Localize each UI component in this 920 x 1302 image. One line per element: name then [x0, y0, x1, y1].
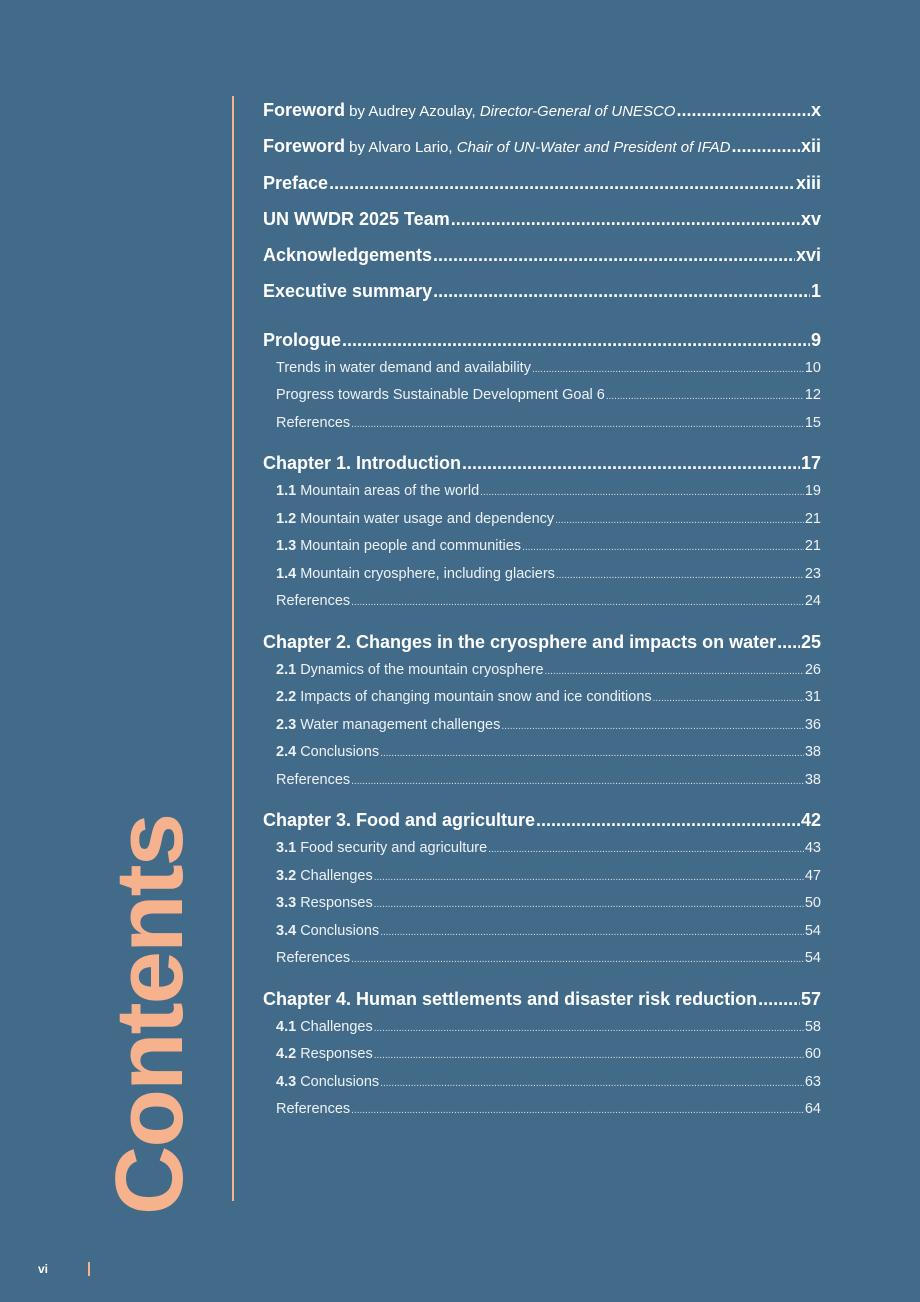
toc-subentry-label [276, 1041, 373, 1069]
toc-section [263, 449, 821, 616]
toc-subentry-page: 36 [804, 716, 821, 733]
toc-subentry[interactable] [263, 478, 821, 506]
toc-subentry-label [276, 945, 350, 973]
toc-subentry[interactable] [263, 1014, 821, 1042]
toc-subentry-text: Conclusions [296, 744, 380, 761]
dot-leader [758, 985, 800, 1014]
toc-section-page: 9 [810, 329, 821, 350]
toc-entry-label [263, 241, 432, 271]
toc-subentry-text: References [276, 1101, 351, 1118]
toc-subentry[interactable] [263, 533, 821, 561]
toc-subentry-label [276, 478, 479, 506]
toc-entry-author: by Audrey Azoulay, [345, 103, 480, 120]
toc-subentry-text: Mountain areas of the world [296, 483, 480, 500]
toc-entry-label [263, 205, 450, 235]
dot-leader [777, 628, 800, 657]
toc-subentry-number: 3.1 [276, 840, 297, 857]
toc-subentry-text: References [276, 414, 351, 431]
toc-subentry-page: 38 [804, 744, 821, 761]
dot-leader [488, 836, 804, 864]
toc-entry-front[interactable] [263, 277, 821, 313]
toc-entry-label [263, 277, 432, 307]
toc-section [263, 806, 821, 973]
toc-subentry-label [276, 561, 555, 589]
toc-entry-page: xvi [795, 245, 821, 266]
dot-leader [555, 507, 804, 535]
dot-leader [433, 241, 795, 269]
toc-section-title: Chapter 3. Food and agriculture [263, 810, 536, 831]
toc-subentry-label [276, 410, 350, 438]
toc-subentry-text: Progress towards Sustainable Development Goal 6 [276, 387, 605, 404]
footer-accent-bar [88, 1262, 90, 1276]
toc-subentry-page: 21 [804, 538, 821, 555]
toc-entry-label [263, 96, 675, 126]
toc-entry-title: Executive summary [263, 281, 433, 302]
toc-subentry-text: Trends in water demand and availability [276, 359, 531, 376]
dot-leader [676, 96, 810, 124]
toc-subentry-number: 3.2 [276, 867, 297, 884]
toc-subentry[interactable] [263, 561, 821, 589]
toc-entry-role: Director-General of UNESCO [479, 103, 676, 120]
dot-leader [380, 919, 804, 947]
toc-subentry-text: Challenges [296, 867, 373, 884]
dot-leader [433, 277, 810, 305]
toc-subentry[interactable] [263, 712, 821, 740]
toc-entry-front[interactable] [263, 241, 821, 277]
dot-leader [351, 1097, 804, 1125]
toc-subentry-page: 54 [804, 922, 821, 939]
dot-leader [374, 1042, 804, 1070]
toc-subentry-number: 2.3 [276, 716, 297, 733]
toc-subentry[interactable] [263, 835, 821, 863]
dot-leader [374, 1015, 804, 1043]
toc-subentry-page: 50 [804, 895, 821, 912]
toc-subentry-label [276, 382, 605, 410]
toc-subentry-page: 19 [804, 483, 821, 500]
dot-leader [380, 1070, 804, 1098]
toc-subentry-text: Mountain cryosphere, including glaciers [296, 565, 555, 582]
toc-subentry-page: 38 [804, 771, 821, 788]
toc-subentry-number: 2.1 [276, 661, 297, 678]
toc-subentry[interactable] [263, 767, 821, 795]
toc-entry-label [263, 132, 730, 162]
toc-subentry-label [276, 657, 544, 685]
toc-subentry[interactable] [263, 863, 821, 891]
toc-subentry-text: Dynamics of the mountain cryosphere [296, 661, 544, 678]
toc-subentry-number: 3.3 [276, 895, 297, 912]
toc-subentry-page: 15 [804, 414, 821, 431]
toc-section [263, 628, 821, 795]
dot-leader [480, 479, 804, 507]
toc-subentry-label [276, 890, 373, 918]
toc-subentry[interactable] [263, 1069, 821, 1097]
dot-leader [351, 946, 804, 974]
toc-section-title: Prologue [263, 329, 342, 350]
dot-leader [374, 864, 804, 892]
toc-subentry-label [276, 684, 652, 712]
toc-subentry-page: 54 [804, 950, 821, 967]
toc-subentry-page: 26 [804, 661, 821, 678]
toc-subentry-page: 60 [804, 1046, 821, 1063]
toc-subentry-page: 63 [804, 1073, 821, 1090]
toc-entry-title: Acknowledgements [263, 245, 433, 266]
toc-section-page: 25 [800, 631, 821, 652]
toc-subentry-page: 21 [804, 510, 821, 527]
toc-subentry[interactable] [263, 918, 821, 946]
toc-section [263, 326, 821, 438]
toc-subentry[interactable] [263, 739, 821, 767]
toc-entry-front[interactable] [263, 96, 821, 132]
dot-leader [536, 806, 800, 835]
toc-entry-front[interactable] [263, 132, 821, 168]
toc-entry-author: by Alvaro Lario, [345, 139, 457, 157]
toc-subentry-text: References [276, 593, 351, 610]
toc-subentry-number: 4.3 [276, 1073, 297, 1090]
dot-leader [380, 740, 804, 768]
toc-entry-page: xv [800, 208, 821, 229]
toc-entry-subtitle [345, 139, 730, 156]
toc-entry-label [263, 169, 328, 199]
toc-subentry-page: 10 [804, 359, 821, 376]
dot-leader [351, 589, 804, 617]
contents-title-text: Contents [96, 815, 203, 1215]
toc-entry-page: x [810, 100, 821, 120]
toc-subentry-number: 2.4 [276, 744, 297, 761]
toc-subentry-label [276, 355, 531, 383]
toc-subentry-page: 24 [804, 593, 821, 610]
toc-section-heading[interactable] [263, 326, 821, 355]
toc-subentry[interactable] [263, 657, 821, 685]
dot-leader [522, 534, 804, 562]
toc-entry-title: Preface [263, 172, 329, 193]
toc-subentry-label [276, 835, 487, 863]
toc-subentry-page: 31 [804, 689, 821, 706]
dot-leader [374, 891, 804, 919]
toc-subentry-text: Water management challenges [296, 716, 501, 733]
toc-subentry-page: 58 [804, 1018, 821, 1035]
toc-subentry[interactable] [263, 588, 821, 616]
toc-subentry[interactable] [263, 382, 821, 410]
toc-section-heading[interactable] [263, 806, 821, 835]
toc-subentry[interactable] [263, 506, 821, 534]
toc-entry-role: Chair of UN-Water and President of IFAD [456, 139, 731, 157]
dot-leader [532, 356, 804, 384]
toc-subentry-page: 64 [804, 1101, 821, 1118]
toc-subentry-text: References [276, 771, 351, 788]
toc-subentry-number: 3.4 [276, 922, 297, 939]
toc-subentry-text: References [276, 950, 351, 967]
toc-entry-front[interactable] [263, 205, 821, 241]
toc-entry-page: xii [800, 136, 821, 157]
toc-subentry-label [276, 712, 500, 740]
toc-subentry-page: 23 [804, 565, 821, 582]
toc-section [263, 985, 821, 1124]
toc-subentry-label [276, 506, 554, 534]
dot-leader [606, 383, 804, 411]
chapter-sections [263, 326, 821, 1124]
toc-subentry-label [276, 1096, 350, 1124]
dot-leader [329, 169, 795, 197]
toc-section-title: Chapter 1. Introduction [263, 453, 461, 474]
toc-subentry-number: 1.2 [276, 510, 297, 527]
toc-section-title: Chapter 2. Changes in the cryosphere and impacts on water [263, 631, 777, 652]
dot-leader [556, 562, 804, 590]
toc-section-page: 57 [800, 988, 821, 1009]
toc-section-heading[interactable] [263, 985, 821, 1014]
toc-entry-title: Foreword [263, 136, 346, 157]
toc-subentry-label [276, 1014, 373, 1042]
toc-subentry-text: Conclusions [296, 1073, 380, 1090]
toc-entry-title: UN WWDR 2025 Team [263, 208, 450, 229]
toc-subentry-number: 4.2 [276, 1046, 297, 1063]
toc-subentry[interactable] [263, 1041, 821, 1069]
toc-subentry[interactable] [263, 890, 821, 918]
dot-leader [653, 685, 804, 713]
dot-leader [351, 411, 804, 439]
toc-entry-front[interactable] [263, 169, 821, 205]
toc-subentry-page: 43 [804, 840, 821, 857]
vertical-divider [232, 96, 234, 1201]
toc-subentry-label [276, 588, 350, 616]
toc-subentry-text: Mountain people and communities [296, 538, 522, 555]
toc-section-title: Chapter 4. Human settlements and disaster risk reduction [263, 988, 758, 1009]
toc-subentry-label [276, 739, 379, 767]
toc-entry-page: xiii [795, 172, 821, 193]
dot-leader [731, 132, 800, 160]
toc-subentry-number: 1.1 [276, 483, 297, 500]
page-number: vi [38, 1262, 49, 1276]
table-of-contents [263, 96, 821, 1124]
toc-subentry[interactable] [263, 355, 821, 383]
toc-subentry-number: 2.2 [276, 689, 297, 706]
toc-section-heading[interactable] [263, 449, 821, 478]
dot-leader [501, 713, 804, 741]
toc-section-page: 42 [800, 810, 821, 831]
toc-subentry-label [276, 918, 379, 946]
toc-subentry-label [276, 1069, 379, 1097]
contents-side-title [96, 815, 203, 1215]
toc-section-heading[interactable] [263, 628, 821, 657]
toc-subentry-label [276, 533, 521, 561]
toc-subentry-text: Responses [296, 895, 373, 912]
toc-subentry-number: 1.3 [276, 538, 297, 555]
toc-subentry-page: 47 [804, 867, 821, 884]
dot-leader [545, 658, 804, 686]
dot-leader [451, 205, 800, 233]
toc-section-page: 17 [800, 453, 821, 474]
toc-entry-subtitle [345, 103, 675, 120]
toc-subentry[interactable] [263, 410, 821, 438]
toc-subentry-page: 12 [804, 387, 821, 404]
toc-subentry-text: Conclusions [296, 922, 380, 939]
toc-entry-title: Foreword [263, 100, 346, 120]
toc-entry-page: 1 [810, 281, 821, 302]
toc-subentry-text: Challenges [296, 1018, 373, 1035]
toc-subentry-label [276, 863, 373, 891]
dot-leader [351, 768, 804, 796]
toc-subentry[interactable] [263, 1096, 821, 1124]
toc-subentry-text: Food security and agriculture [296, 840, 488, 857]
toc-subentry-text: Impacts of changing mountain snow and ice conditions [296, 689, 652, 706]
dot-leader [342, 326, 810, 355]
toc-subentry-number: 1.4 [276, 565, 297, 582]
front-matter-list [263, 96, 821, 314]
toc-subentry-number: 4.1 [276, 1018, 297, 1035]
toc-subentry-text: Mountain water usage and dependency [296, 510, 555, 527]
toc-subentry[interactable] [263, 684, 821, 712]
toc-subentry-text: Responses [296, 1046, 373, 1063]
toc-subentry-label [276, 767, 350, 795]
dot-leader [462, 449, 800, 478]
toc-subentry[interactable] [263, 945, 821, 973]
